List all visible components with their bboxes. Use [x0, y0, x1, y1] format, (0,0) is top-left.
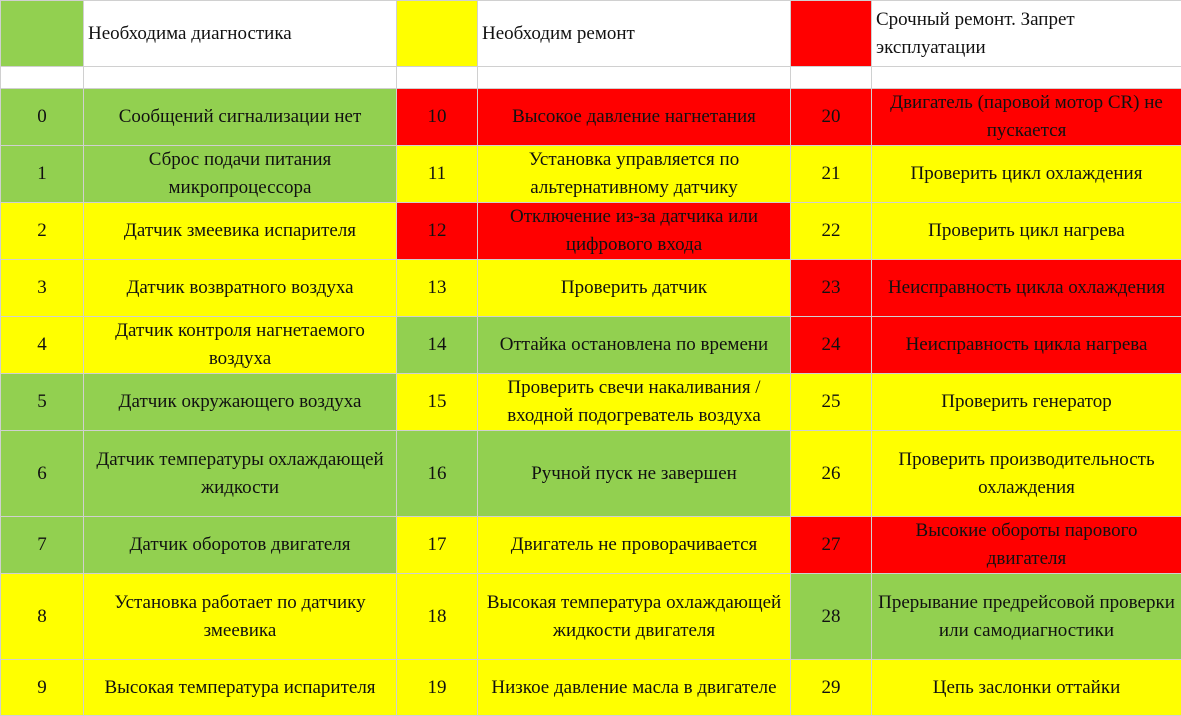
alarm-row	[1, 146, 1181, 203]
alarm-code-number: 13	[397, 260, 478, 317]
alarm-description	[872, 89, 1181, 146]
alarm-code-number: 12	[397, 203, 478, 260]
alarm-description	[478, 203, 791, 260]
alarm-code-number: 15	[397, 374, 478, 431]
alarm-description-text: Двигатель не проворачивается	[482, 531, 786, 559]
alarm-description-text: Высокая температура испарителя	[88, 674, 392, 702]
alarm-description-text: Датчик оборотов двигателя	[88, 531, 392, 559]
alarm-description	[872, 431, 1181, 517]
alarm-description	[84, 260, 397, 317]
alarm-description	[84, 146, 397, 203]
alarm-description-text: Проверить свечи накаливания / входной подогреватель воздуха	[482, 374, 786, 430]
spacer-cell	[1, 67, 84, 89]
alarm-description-text: Оттайка остановлена по времени	[482, 331, 786, 359]
spacer-row	[1, 67, 1181, 89]
alarm-code-number: 7	[1, 517, 84, 574]
alarm-code-number: 24	[791, 317, 872, 374]
alarm-description	[872, 146, 1181, 203]
alarm-description	[478, 260, 791, 317]
alarm-code-number: 29	[791, 660, 872, 716]
alarm-code-number: 8	[1, 574, 84, 660]
alarm-description-text: Установка управляется по альтернативному датчику	[482, 146, 786, 202]
alarm-code-number: 9	[1, 660, 84, 716]
alarm-code-number: 3	[1, 260, 84, 317]
alarm-description-text: Высокое давление нагнетания	[482, 103, 786, 131]
legend-swatch-red	[791, 1, 872, 67]
alarm-description	[872, 517, 1181, 574]
alarm-description-text: Двигатель (паровой мотор CR) не пускается	[876, 89, 1177, 145]
alarm-code-number: 17	[397, 517, 478, 574]
alarm-row	[1, 660, 1181, 716]
alarm-code-number: 28	[791, 574, 872, 660]
alarm-row	[1, 431, 1181, 517]
alarm-code-number: 14	[397, 317, 478, 374]
alarm-description	[84, 431, 397, 517]
alarm-row	[1, 574, 1181, 660]
alarm-description-text: Датчик возвратного воздуха	[88, 274, 392, 302]
spacer-cell	[397, 67, 478, 89]
alarm-description	[478, 89, 791, 146]
legend-swatch-green	[1, 1, 84, 67]
alarm-description	[478, 374, 791, 431]
alarm-code-number: 23	[791, 260, 872, 317]
alarm-row	[1, 374, 1181, 431]
alarm-code-number: 4	[1, 317, 84, 374]
alarm-code-number: 0	[1, 89, 84, 146]
legend-label-diagnostics: Необходима диагностика	[84, 1, 397, 67]
alarm-row	[1, 517, 1181, 574]
legend-swatch-yellow	[397, 1, 478, 67]
alarm-code-number: 2	[1, 203, 84, 260]
alarm-description	[84, 574, 397, 660]
alarm-code-number: 5	[1, 374, 84, 431]
alarm-description-text: Высокие обороты парового двигателя	[876, 517, 1177, 573]
alarm-code-number: 6	[1, 431, 84, 517]
alarm-description-text: Ручной пуск не завершен	[482, 460, 786, 488]
alarm-description-text: Неисправность цикла охлаждения	[876, 274, 1177, 302]
alarm-description	[872, 260, 1181, 317]
alarm-code-number: 26	[791, 431, 872, 517]
alarm-description	[872, 660, 1181, 716]
alarm-description-text: Проверить цикл охлаждения	[876, 160, 1177, 188]
alarm-description-text: Сброс подачи питания микропроцессора	[88, 146, 392, 202]
legend-row	[1, 1, 1181, 67]
legend-label-urgent: Срочный ремонт. Запрет эксплуатации	[872, 1, 1181, 67]
spacer-cell	[872, 67, 1181, 89]
alarm-description	[84, 89, 397, 146]
alarm-description-text: Проверить цикл нагрева	[876, 217, 1177, 245]
alarm-code-number: 22	[791, 203, 872, 260]
alarm-code-number: 10	[397, 89, 478, 146]
alarm-row	[1, 89, 1181, 146]
spacer-cell	[84, 67, 397, 89]
alarm-description-text: Прерывание предрейсовой проверки или самодиагностики	[876, 589, 1177, 645]
alarm-description	[872, 203, 1181, 260]
alarm-description-text: Сообщений сигнализации нет	[88, 103, 392, 131]
alarm-description	[478, 431, 791, 517]
alarm-description-text: Неисправность цикла нагрева	[876, 331, 1177, 359]
alarm-description	[84, 660, 397, 716]
alarm-description-text: Проверить датчик	[482, 274, 786, 302]
alarm-description	[478, 146, 791, 203]
alarm-description-text: Низкое давление масла в двигателе	[482, 674, 786, 702]
legend-label-repair: Необходим ремонт	[478, 1, 791, 67]
alarm-code-number: 1	[1, 146, 84, 203]
alarm-description	[478, 574, 791, 660]
alarm-description	[84, 203, 397, 260]
alarm-code-number: 27	[791, 517, 872, 574]
alarm-description-text: Проверить генератор	[876, 388, 1177, 416]
alarm-row	[1, 203, 1181, 260]
alarm-description-text: Датчик окружающего воздуха	[88, 388, 392, 416]
alarm-description-text: Датчик контроля нагнетаемого воздуха	[88, 317, 392, 373]
alarm-description	[478, 660, 791, 716]
alarm-description	[872, 574, 1181, 660]
alarm-description	[84, 317, 397, 374]
alarm-row	[1, 317, 1181, 374]
alarm-description	[872, 317, 1181, 374]
alarm-description-text: Отключение из-за датчика или цифрового входа	[482, 203, 786, 259]
alarm-description	[478, 317, 791, 374]
alarm-description-text: Проверить производительность охлаждения	[876, 446, 1177, 502]
alarm-code-number: 19	[397, 660, 478, 716]
alarm-description-text: Цепь заслонки оттайки	[876, 674, 1177, 702]
alarm-row	[1, 260, 1181, 317]
spacer-cell	[478, 67, 791, 89]
alarm-description	[84, 517, 397, 574]
alarm-code-number: 16	[397, 431, 478, 517]
alarm-description-text: Датчик змеевика испарителя	[88, 217, 392, 245]
alarm-description-text: Установка работает по датчику змеевика	[88, 589, 392, 645]
alarm-description	[84, 374, 397, 431]
alarm-code-number: 11	[397, 146, 478, 203]
spacer-cell	[791, 67, 872, 89]
alarm-description	[872, 374, 1181, 431]
alarm-code-number: 21	[791, 146, 872, 203]
alarm-code-number: 25	[791, 374, 872, 431]
alarm-description-text: Датчик температуры охлаждающей жидкости	[88, 446, 392, 502]
alarm-description	[478, 517, 791, 574]
alarm-code-number: 20	[791, 89, 872, 146]
alarm-code-number: 18	[397, 574, 478, 660]
alarm-description-text: Высокая температура охлаждающей жидкости двигателя	[482, 589, 786, 645]
